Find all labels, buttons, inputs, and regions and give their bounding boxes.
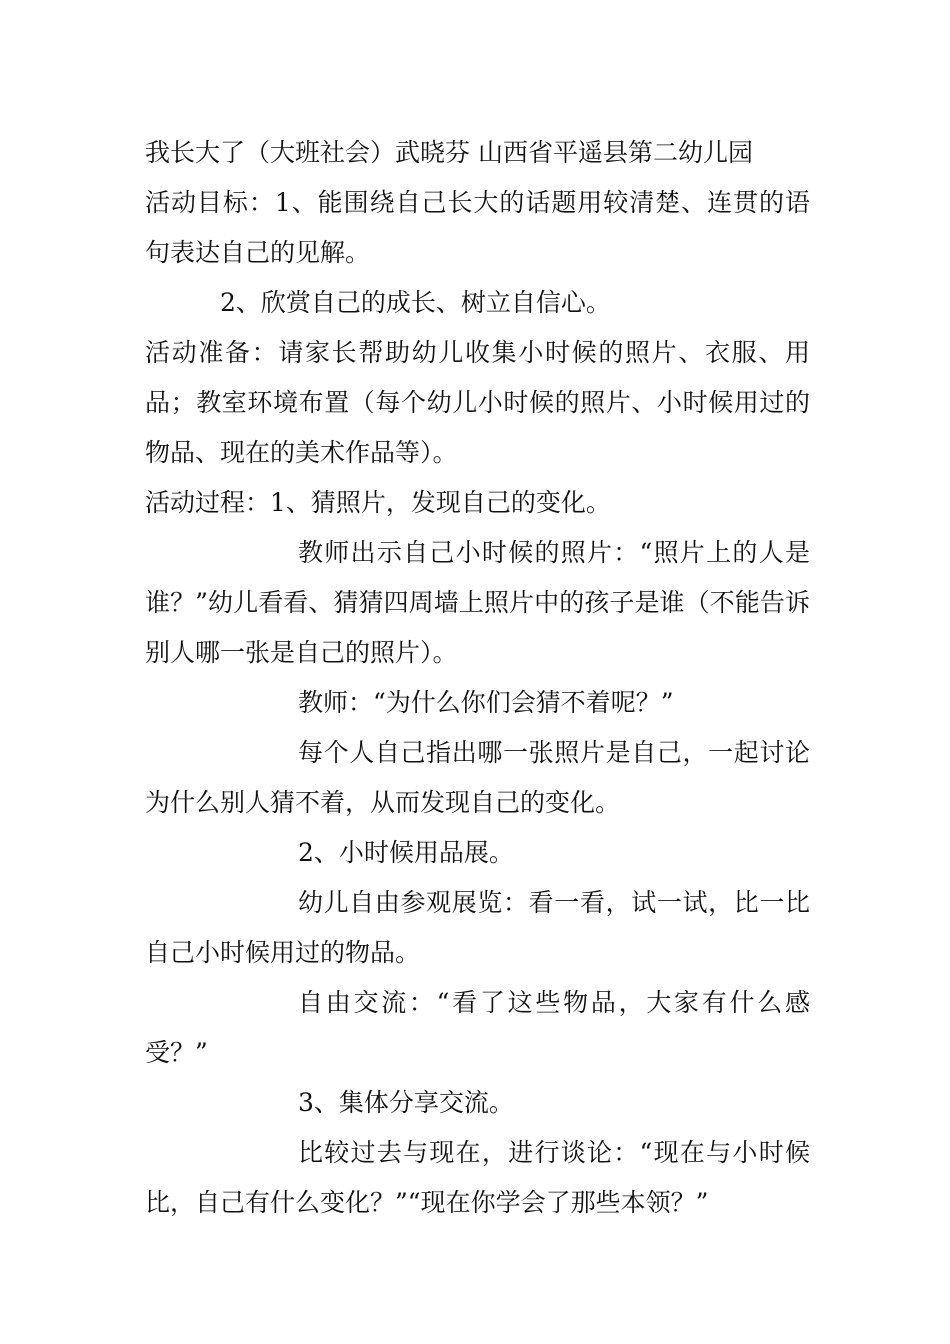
- activity-goal-2-paragraph: 2、欣赏自己的成长、树立自信心。: [220, 288, 611, 317]
- process-paragraph: 教师出示自己小时候的照片：“照片上的人是谁？”幼儿看看、猜猜四周墙上照片中的孩子是谁（不能告诉别人哪一张是自己的照片）。: [145, 538, 810, 667]
- activity-process-heading: 活动过程：1、猜照片，发现自己的变化。: [145, 488, 611, 517]
- document-body: [145, 128, 810, 1228]
- document-title: 我长大了（大班社会）武晓芬 山西省平遥县第二幼儿园: [145, 138, 753, 167]
- process-step-heading: 3、集体分享交流。: [298, 1088, 514, 1117]
- activity-preparation-paragraph: 活动准备：请家长帮助幼儿收集小时候的照片、衣服、用品；教室环境布置（每个幼儿小时候的照片、小时候用过的物品、现在的美术作品等）。: [145, 338, 810, 467]
- process-paragraph: 自由交流：“看了这些物品，大家有什么感受？”: [145, 988, 810, 1067]
- activity-goals-paragraph: 活动目标：1、能围绕自己长大的话题用较清楚、连贯的语句表达自己的见解。: [145, 188, 810, 267]
- process-paragraph: 每个人自己指出哪一张照片是自己，一起讨论为什么别人猜不着，从而发现自己的变化。: [145, 738, 810, 817]
- process-step-heading: 2、小时候用品展。: [298, 838, 514, 867]
- process-paragraph: 幼儿自由参观展览：看一看，试一试，比一比自己小时候用过的物品。: [145, 888, 810, 967]
- process-paragraph: 比较过去与现在，进行谈论：“现在与小时候比，自己有什么变化？”“现在你学会了那些本领？”: [145, 1138, 810, 1217]
- process-paragraph: 教师：“为什么你们会猜不着呢？”: [298, 688, 674, 717]
